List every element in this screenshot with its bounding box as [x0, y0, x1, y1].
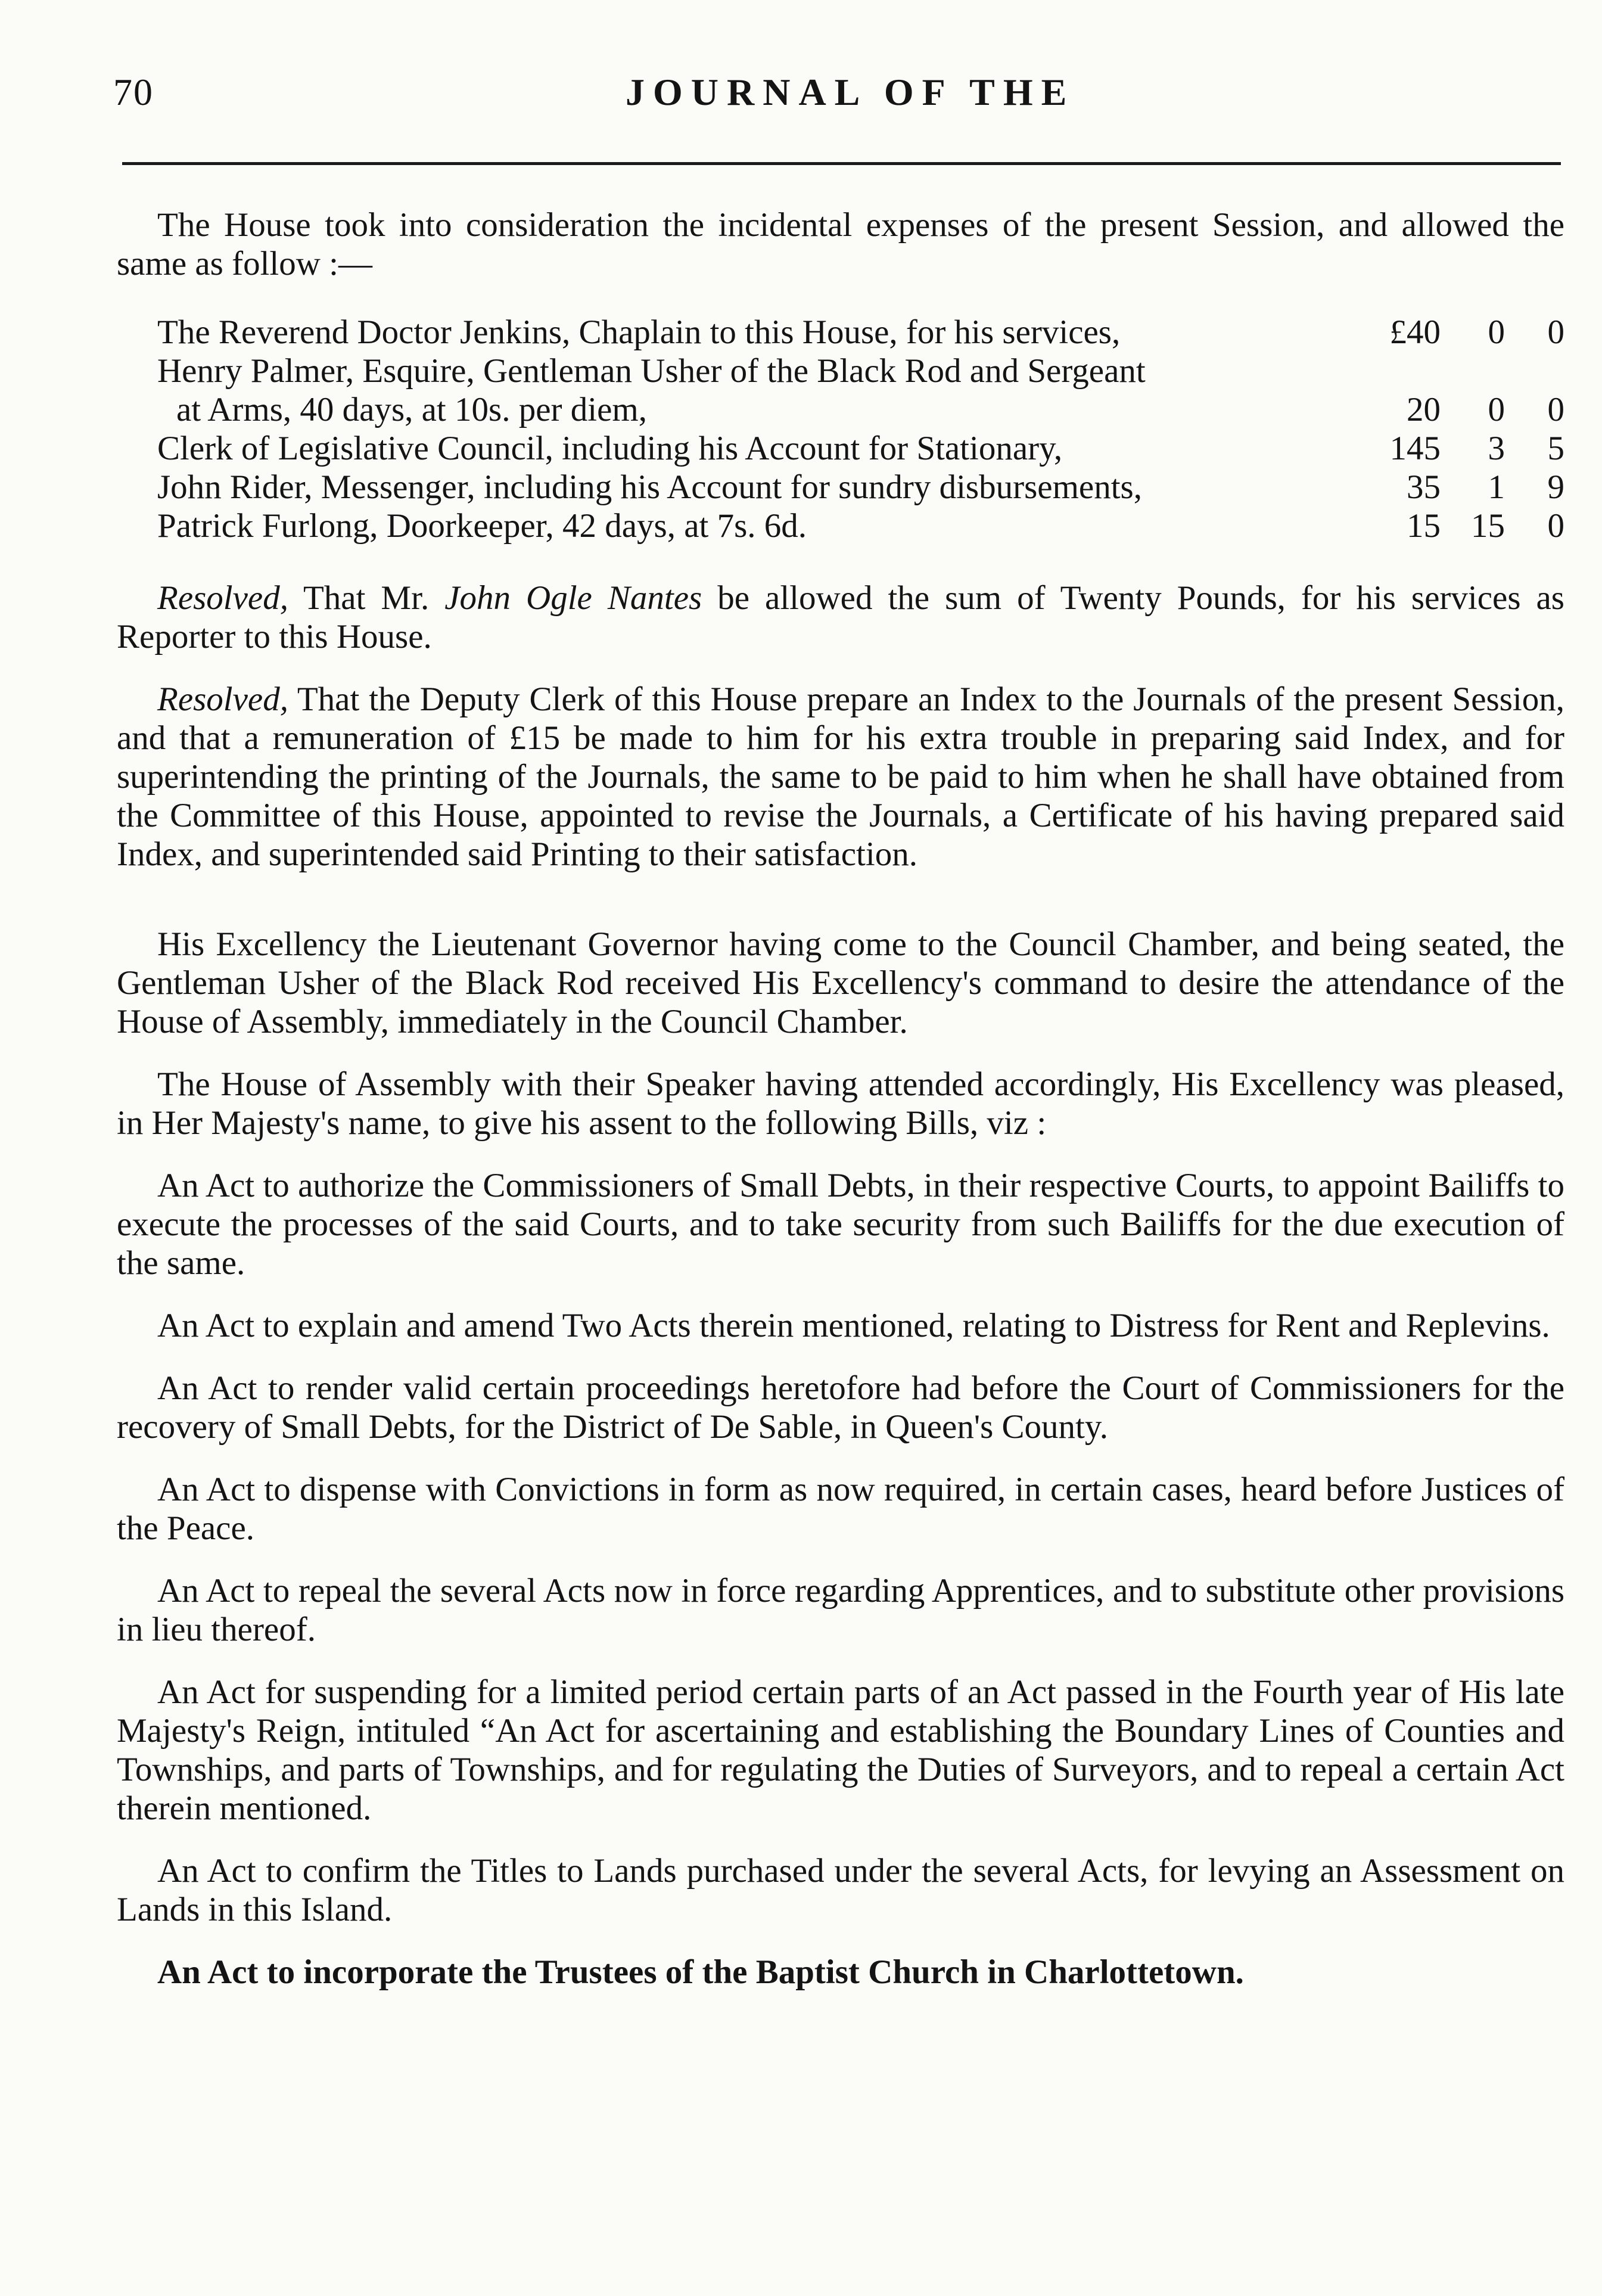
expense-shillings: 0 — [1488, 313, 1505, 351]
expenses-table — [117, 313, 1564, 545]
act-item: An Act to incorporate the Trustees of the Baptist Church in Charlottetown. — [157, 1953, 1244, 1991]
expense-amount — [1326, 429, 1564, 468]
act-item: An Act to dispense with Convictions in form as now required, in certain cases, heard before Justices of the Peace. — [117, 1471, 1564, 1547]
expense-row — [117, 352, 1564, 390]
governor-paragraph: His Excellency the Lieutenant Governor having come to the Council Chamber, and being seated, the Gentleman Usher of the Black Rod received His Excellency's command to desire the attendance of the House of Assembly, immediately in the Council Chamber. — [117, 925, 1564, 1040]
page-header — [113, 70, 1561, 130]
act-item: An Act to repeal the several Acts now in force regarding Apprentices, and to substitute other provisions in lieu thereof. — [117, 1572, 1564, 1648]
expense-shillings: 0 — [1488, 391, 1505, 428]
expense-pence: 0 — [1547, 313, 1564, 351]
expense-pence: 0 — [1547, 391, 1564, 428]
expense-description: The Reverend Doctor Jenkins, Chaplain to this House, for his services, — [157, 313, 1121, 351]
acts-list — [117, 1166, 1564, 1991]
expense-pounds: £40 — [1389, 313, 1441, 351]
act-item: An Act to explain and amend Two Acts therein mentioned, relating to Distress for Rent and Replevins. — [157, 1307, 1550, 1344]
expense-amount — [1326, 390, 1564, 429]
header-rule — [122, 162, 1561, 165]
reporter-name: John Ogle Nantes — [444, 579, 702, 617]
expense-description: Clerk of Legislative Council, including his Account for Stationary, — [157, 430, 1063, 467]
act-item: An Act to render valid certain proceedings heretofore had before the Court of Commissioners for the recovery of Small Debts, for the District of De Sable, in Queen's County. — [117, 1369, 1564, 1446]
page-body — [117, 206, 1564, 2015]
expenses-intro: The House took into consideration the incidental expenses of the present Session, and allowed the same as follow :— — [117, 206, 1564, 282]
expense-amount — [1326, 507, 1564, 545]
resolved-label: Resolved, — [157, 579, 288, 617]
expense-pence: 5 — [1547, 430, 1564, 467]
expense-description: John Rider, Messenger, including his Account for sundry disbursements, — [157, 468, 1142, 506]
running-title: JOURNAL OF THE — [626, 71, 1075, 113]
expense-pence: 9 — [1547, 468, 1564, 506]
expense-shillings: 1 — [1488, 468, 1505, 506]
assembly-paragraph: The House of Assembly with their Speaker having attended accordingly, His Excellency was pleased, in Her Majesty's name, to give his assent to the following Bills, viz : — [117, 1065, 1564, 1142]
expense-description: at Arms, 40 days, at 10s. per diem, — [176, 391, 647, 428]
expense-description: Henry Palmer, Esquire, Gentleman Usher of the Black Rod and Sergeant — [157, 352, 1146, 390]
resolution-text-post: be allowed the sum of Twenty Pounds, for his services as Reporter to this House. — [117, 579, 1564, 655]
expense-row — [117, 390, 1564, 429]
act-item: An Act for suspending for a limited period certain parts of an Act passed in the Fourth year of His late Majesty's Reign, intituled “An Act for ascertaining and establishing the Boundary Lines of Counties and Townships, and parts of Townships, and for regulating the Duties of Surveyors, and to repeal a certain Act therein mentioned. — [117, 1673, 1564, 1827]
expense-shillings: 3 — [1488, 430, 1505, 467]
resolution-reporter — [117, 579, 1564, 656]
expense-row — [117, 429, 1564, 468]
expense-description: Patrick Furlong, Doorkeeper, 42 days, at 7s. 6d. — [157, 507, 807, 545]
expense-pounds: 35 — [1407, 468, 1441, 506]
expense-pounds: 145 — [1389, 430, 1441, 467]
expense-pounds: 15 — [1407, 507, 1441, 545]
resolved-label: Resolved, — [157, 681, 288, 718]
resolution-text: That the Deputy Clerk of this House prepare an Index to the Journals of the present Session, and that a remuneration of £15 be made to him for his extra trouble in preparing said Index, and for superintending the printing of the Journals, the same to be paid to him when he shall have obtained from the Committee of this House, appointed to revise the Journals, a Certificate of his having prepared said Index, and superintended said Printing to their satisfaction. — [117, 681, 1564, 873]
expense-row — [117, 507, 1564, 545]
expense-row — [117, 313, 1564, 352]
resolution-text-pre: That Mr. — [288, 579, 445, 617]
act-item: An Act to confirm the Titles to Lands purchased under the several Acts, for levying an Assessment on Lands in this Island. — [117, 1852, 1564, 1928]
expense-amount — [1326, 468, 1564, 507]
act-item: An Act to authorize the Commissioners of Small Debts, in their respective Courts, to appoint Bailiffs to execute the processes of the said Courts, and to take security from such Bailiffs for the due execution of the same. — [117, 1167, 1564, 1282]
resolution-index — [117, 680, 1564, 874]
expense-pounds: 20 — [1407, 391, 1441, 428]
expense-row — [117, 468, 1564, 507]
expense-amount — [1326, 313, 1564, 352]
expense-shillings: 15 — [1471, 507, 1505, 545]
page-number: 70 — [113, 71, 154, 113]
expense-pence: 0 — [1547, 507, 1564, 545]
